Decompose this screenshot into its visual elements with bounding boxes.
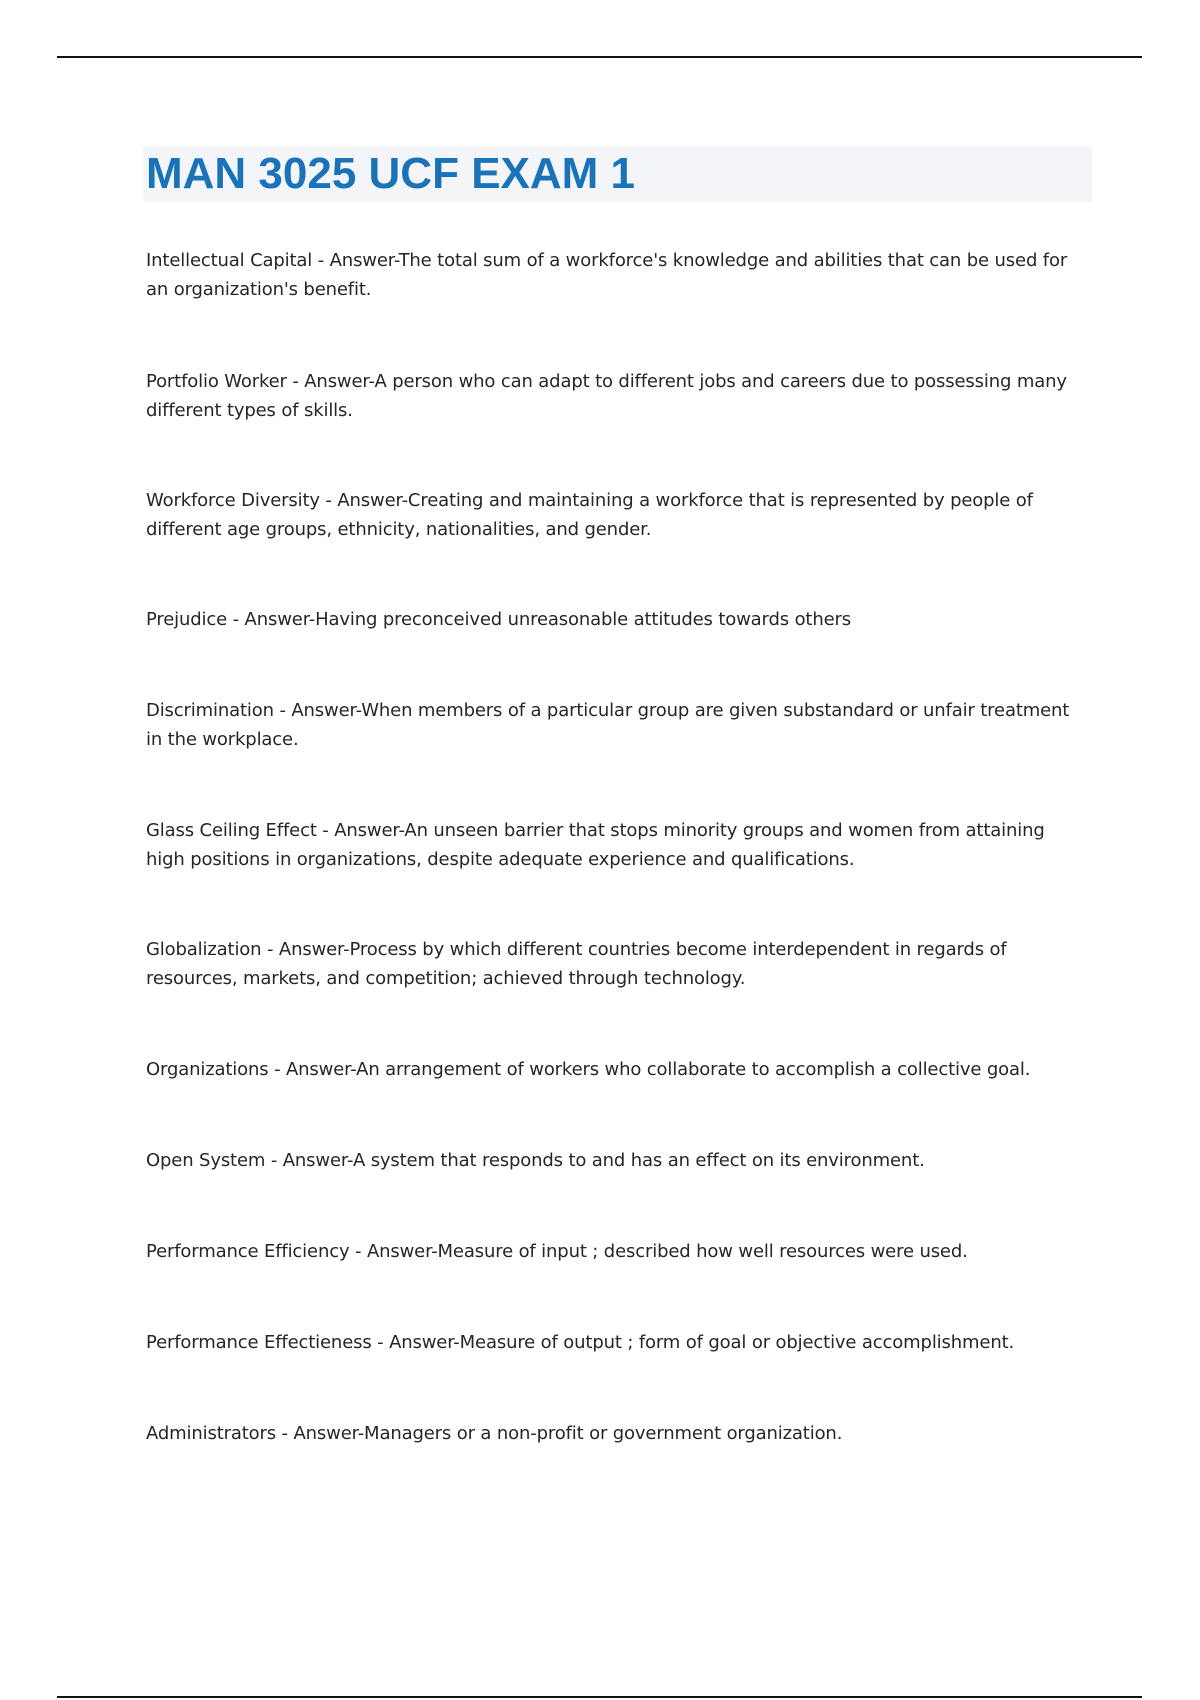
term-entry-workforce-diversity: Workforce Diversity - Answer-Creating and maintaining a workforce that is represented by people of different age groups, ethnicity, nationalities, and gender. [146,490,1033,540]
term-entry-performance-effectiveness: Performance Effectieness - Answer-Measure of output ; form of goal or objective accomplishment. [146,1332,1015,1353]
top-rule [57,56,1142,58]
document-title: MAN 3025 UCF EXAM 1 [146,149,636,198]
term-entry-prejudice: Prejudice - Answer-Having preconceived unreasonable attitudes towards others [146,609,851,630]
term-entry-performance-efficiency: Performance Efficiency - Answer-Measure of input ; described how well resources were used. [146,1241,968,1262]
bottom-rule [57,1696,1142,1698]
term-entry-portfolio-worker: Portfolio Worker - Answer-A person who can adapt to different jobs and careers due to possessing many different types of skills. [146,371,1067,421]
term-entry-open-system: Open System - Answer-A system that responds to and has an effect on its environment. [146,1150,925,1171]
term-entry-glass-ceiling-effect: Glass Ceiling Effect - Answer-An unseen barrier that stops minority groups and women from attaining high positions in organizations, despite adequate experience and qualifications. [146,820,1045,870]
term-entry-organizations: Organizations - Answer-An arrangement of workers who collaborate to accomplish a collective goal. [146,1059,1031,1080]
term-entry-administrators: Administrators - Answer-Managers or a non-profit or government organization. [146,1423,843,1444]
term-entry-discrimination: Discrimination - Answer-When members of a particular group are given substandard or unfair treatment in the workplace. [146,700,1070,750]
term-entry-intellectual-capital: Intellectual Capital - Answer-The total sum of a workforce's knowledge and abilities that can be used for an organization's benefit. [146,250,1068,300]
term-list [146,246,1086,1448]
term-entry-globalization: Globalization - Answer-Process by which different countries become interdependent in regards of resources, markets, and competition; achieved through technology. [146,939,1007,989]
